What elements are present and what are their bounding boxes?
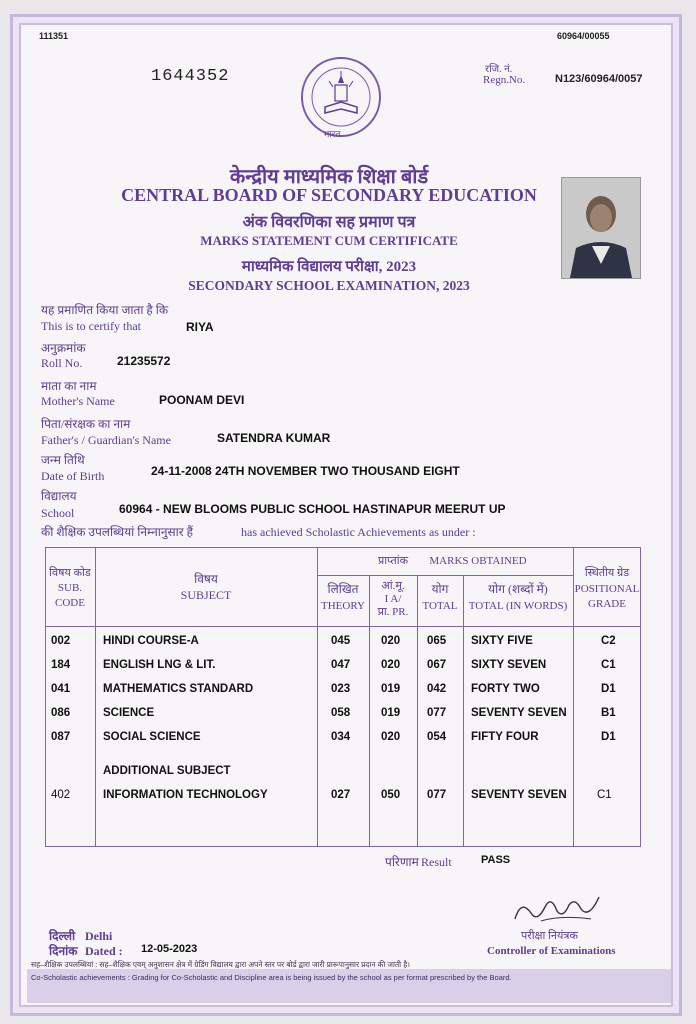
header-bottom-divider <box>45 626 641 627</box>
cbse-emblem <box>299 55 383 139</box>
dob-label: Date of Birth <box>41 469 105 483</box>
result-label: Result <box>421 855 452 869</box>
header-code-hindi: विषय कोड <box>49 567 91 579</box>
header-subject: SUBJECT <box>180 588 232 602</box>
cell-words: SEVENTY SEVEN <box>471 707 567 719</box>
cell-code: 087 <box>51 731 71 743</box>
cell-total: 067 <box>427 659 447 671</box>
cell-subject: SOCIAL SCIENCE <box>103 731 201 743</box>
controller-signature <box>511 889 611 929</box>
certify-label-hindi: यह प्रमाणित किया जाता है कि <box>41 303 169 317</box>
cell-subject: ENGLISH LNG & LIT. <box>103 659 216 671</box>
cell-words: FORTY TWO <box>471 683 540 695</box>
header-total: TOTAL <box>422 600 458 612</box>
father-label-hindi: पिता/संरक्षक का नाम <box>41 417 131 431</box>
cell-total: 077 <box>427 789 447 801</box>
cell-subject: HINDI COURSE-A <box>103 635 199 647</box>
header-marks-hindi: प्राप्तांक <box>377 555 409 567</box>
cell-subject: MATHEMATICS STANDARD <box>103 683 254 695</box>
mother-name: POONAM DEVI <box>159 393 245 407</box>
serial-right: 60964/00055 <box>557 31 610 41</box>
cell-words: FIFTY FOUR <box>471 731 539 743</box>
header-grade-2: GRADE <box>588 598 626 610</box>
cell-grade: B1 <box>601 707 616 719</box>
cell-subject: INFORMATION TECHNOLOGY <box>103 789 268 801</box>
header-theory: THEORY <box>321 600 365 612</box>
school-name: 60964 - NEW BLOOMS PUBLIC SCHOOL HASTINAPUR MEERUT UP <box>119 502 506 516</box>
cell-grade: D1 <box>601 731 616 743</box>
header-marks: MARKS OBTAINED <box>429 555 527 567</box>
certificate-title-hindi: अंक विवरणिका सह प्रमाण पत्र <box>242 214 416 231</box>
cell-theory: 045 <box>331 635 351 647</box>
exam-title-english: SECONDARY SCHOOL EXAMINATION, 2023 <box>188 278 470 293</box>
result-value: PASS <box>481 854 511 866</box>
cell-words: SIXTY SEVEN <box>471 659 547 671</box>
header-words: TOTAL (IN WORDS) <box>468 600 568 612</box>
header-theory-hindi: लिखित <box>327 582 359 596</box>
school-label: School <box>41 506 75 520</box>
cell-words: SIXTY FIVE <box>471 635 533 647</box>
header-divider <box>317 575 573 576</box>
regn-label-hindi: रजि. नं. <box>485 64 513 75</box>
cell-ia: 020 <box>381 659 401 671</box>
certificate-title-english: MARKS STATEMENT CUM CERTIFICATE <box>200 233 458 248</box>
column-divider <box>417 575 418 847</box>
regn-label: Regn.No. <box>483 74 526 86</box>
cell-theory: 047 <box>331 659 351 671</box>
cell-total: 042 <box>427 683 447 695</box>
achieved-label: has achieved Scholastic Achievements as under : <box>241 525 476 539</box>
roll-label-hindi: अनुक्रमांक <box>41 341 86 355</box>
header-words-hindi: योग (शब्दों में) <box>488 582 548 596</box>
cell-theory: 023 <box>331 683 351 695</box>
additional-subject-heading: ADDITIONAL SUBJECT <box>103 765 231 777</box>
header-subject-hindi: विषय <box>194 572 218 586</box>
cell-ia: 020 <box>381 731 401 743</box>
cell-grade: D1 <box>601 683 616 695</box>
place-label-hindi: दिल्ली <box>49 929 76 943</box>
cell-code: 086 <box>51 707 71 719</box>
cell-ia: 050 <box>381 789 401 801</box>
place-label: Delhi <box>85 929 113 943</box>
dated-label-hindi: दिनांक <box>49 944 78 958</box>
dob-label-hindi: जन्म तिथि <box>41 453 85 467</box>
cell-code: 002 <box>51 635 71 647</box>
controller-label-hindi: परीक्षा नियंत्रक <box>521 930 578 942</box>
mother-label: Mother's Name <box>41 394 115 408</box>
cell-theory: 034 <box>331 731 351 743</box>
achieved-label-hindi: की शैक्षिक उपलब्धियां निम्नानुसार हैं <box>41 525 194 539</box>
header-code-1: SUB. <box>57 582 83 594</box>
header-grade-hindi: स्थितीय ग्रेड <box>584 567 630 579</box>
serial-left: 111351 <box>39 31 69 41</box>
school-label-hindi: विद्यालय <box>41 489 77 503</box>
dated-label: Dated : <box>85 944 123 958</box>
header-ia-2: प्रा. PR. <box>377 606 409 618</box>
certificate-number: 1644352 <box>151 67 230 86</box>
co-scholastic-note-hindi: सह–शैक्षिक उपलब्धियां : सह–शैक्षिक एवम् अनुशासन क्षेत्र में ग्रेडिंग विद्यालय द्वारा अपने स्तर पर बोर्ड द्वारा जारी प्रारूपानुसार प्रदान की जाती है। <box>31 960 411 969</box>
header-ia: I A/ <box>384 593 402 605</box>
cell-total: 054 <box>427 731 447 743</box>
issue-date: 12-05-2023 <box>141 943 198 955</box>
cell-theory: 058 <box>331 707 351 719</box>
cell-theory: 027 <box>331 789 351 801</box>
co-scholastic-note: Co-Scholastic achievements : Grading for Co-Scholastic and Discipline area is being issued by the school as per format prescribed by the Board. <box>31 973 512 982</box>
father-label: Father's / Guardian's Name <box>41 433 171 447</box>
father-name: SATENDRA KUMAR <box>217 431 331 445</box>
regn-number: N123/60964/0057 <box>555 73 643 85</box>
roll-number: 21235572 <box>117 354 171 368</box>
mother-label-hindi: माता का नाम <box>41 379 97 393</box>
header-code-2: CODE <box>55 597 85 609</box>
column-divider <box>463 575 464 847</box>
student-name: RIYA <box>186 320 214 334</box>
header-ia-hindi: आं.मू. <box>381 580 405 592</box>
certify-label: This is to certify that <box>41 319 141 333</box>
cell-code: 041 <box>51 683 71 695</box>
cell-grade: C2 <box>601 635 616 647</box>
cell-words: SEVENTY SEVEN <box>471 789 567 801</box>
controller-label: Controller of Examinations <box>487 945 616 957</box>
cell-total: 077 <box>427 707 447 719</box>
exam-title-hindi: माध्यमिक विद्यालय परीक्षा, 2023 <box>241 259 417 275</box>
cell-total: 065 <box>427 635 447 647</box>
cell-ia: 020 <box>381 635 401 647</box>
cell-code: 184 <box>51 659 71 671</box>
cell-code: 402 <box>51 789 71 801</box>
student-photo <box>561 177 641 279</box>
roll-label: Roll No. <box>41 356 83 370</box>
board-title-english: CENTRAL BOARD OF SECONDARY EDUCATION <box>121 185 537 205</box>
certificate <box>10 14 682 1016</box>
date-of-birth: 24-11-2008 24TH NOVEMBER TWO THOUSAND EIGHT <box>151 464 460 478</box>
cell-ia: 019 <box>381 683 401 695</box>
cell-grade: C1 <box>597 789 612 801</box>
cell-ia: 019 <box>381 707 401 719</box>
board-title-hindi: केन्द्रीय माध्यमिक शिक्षा बोर्ड <box>229 166 429 188</box>
header-grade-1: POSITIONAL <box>574 583 640 595</box>
cell-grade: C1 <box>601 659 616 671</box>
header-total-hindi: योग <box>431 582 449 596</box>
cell-subject: SCIENCE <box>103 707 155 719</box>
emblem-bottom-text: भारत <box>323 129 341 139</box>
result-label-hindi: परिणाम <box>385 855 419 869</box>
